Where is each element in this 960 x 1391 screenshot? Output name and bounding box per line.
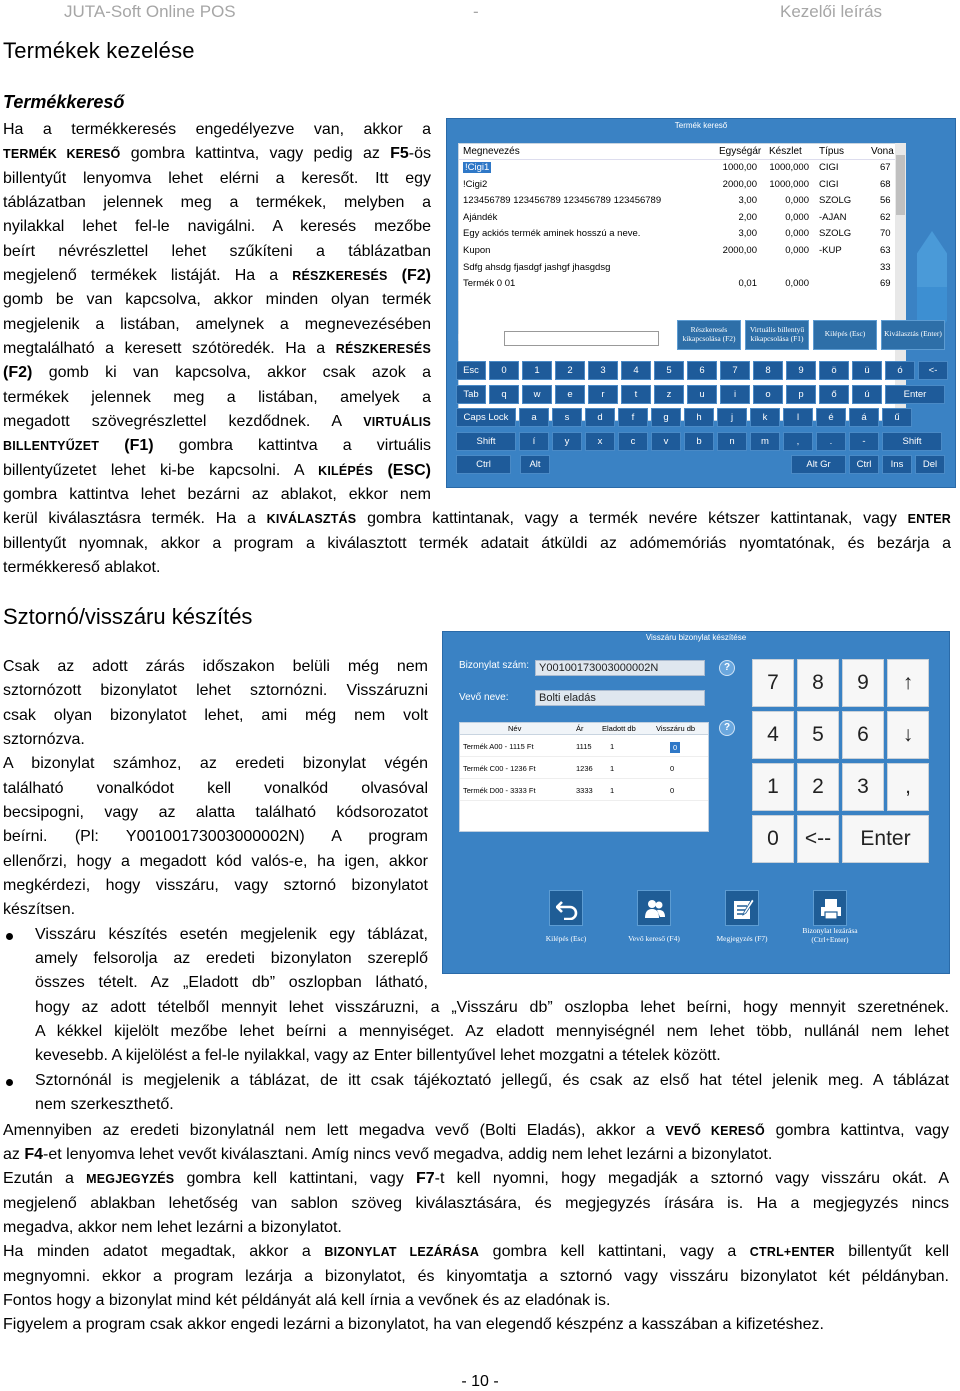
table-row[interactable]	[460, 757, 708, 779]
para-line: beírni. (Pl: Y00100173003000002N) A program	[3, 828, 428, 845]
keyboard-key[interactable]: Caps Lock	[456, 408, 516, 427]
table-cell: 2000,00	[722, 244, 757, 256]
table-cell: Termék D00 - 3333 Ft	[463, 786, 536, 795]
para-line: kevesebb. A kijelölést a fel-le nyilakkal, vagy az Enter billentyűvel lehet mozgatni a tételek között.	[35, 1047, 721, 1064]
table-row[interactable]	[459, 160, 905, 177]
table-cell: 0,000	[785, 211, 809, 223]
col-header[interactable]: Vona	[871, 146, 894, 157]
table-cell: Egy ackiós termék aminek hosszú a neve.	[463, 228, 641, 240]
table-cell: 1	[610, 764, 615, 773]
keyboard-key[interactable]: ú	[852, 385, 882, 404]
keyboard-key[interactable]: x	[585, 432, 615, 451]
table-cell: 69	[880, 278, 891, 290]
table-row[interactable]	[459, 243, 905, 260]
para-line	[3, 434, 431, 458]
para-line: készítsen.	[3, 901, 76, 918]
table-cell: Ajándék	[463, 211, 498, 223]
para-line: sztornózott bizonylatot lehet sztornózni. Visszáruzni	[3, 682, 428, 699]
table-row[interactable]	[459, 193, 905, 210]
scroll-thumb[interactable]	[896, 155, 905, 215]
section2-title: Sztornó/visszáru készítés	[3, 604, 253, 629]
table-cell: 62	[880, 211, 891, 223]
para-line	[3, 507, 951, 531]
para-line: összes tételt. Az „Eladott db” oszlopban látható,	[35, 974, 428, 991]
para-line: becsipogni, vagy az alatta található kódsorozatot	[3, 804, 428, 821]
table-cell: 1115	[576, 742, 592, 751]
table-body	[460, 735, 708, 801]
text: az	[3, 1146, 25, 1163]
para-line: billentyűt nyomnak, akkor a program a kiválasztott termék adatait átküldi az adómemóriás nyomtatónak, és bezárja a	[3, 535, 951, 552]
col-header[interactable]: Egységár	[719, 146, 762, 157]
table-cell: 1000,00	[722, 162, 757, 173]
para-line: A kékkel kijelölt mezőbe lehet beírni a mennyiséget. Az eladott mennyiségnél nem lehet több, nullánál nem lehet	[35, 1023, 949, 1040]
keyboard-key[interactable]: 8	[753, 361, 783, 380]
text: billentyűzetet lehet ki-be kapcsolni. A	[3, 462, 319, 479]
col-header[interactable]: Megnevezés	[463, 146, 520, 157]
keyboard-key[interactable]: k	[750, 408, 780, 427]
exit-button[interactable]: Kilépés (Esc)	[813, 320, 877, 350]
para-line: megkérdezi, hogy visszáru, vagy sztornó bizonylatot	[3, 877, 428, 894]
para-line: megnyomni. ekkor a program lezárja a bizonylatot, és kinyomtatja a sztornó vagy visszáru bizonylatot két példányban.	[3, 1268, 949, 1285]
key-ctrl-enter: CTRL+ENTER	[749, 1245, 835, 1259]
para-line	[3, 1167, 949, 1191]
para-line	[3, 459, 431, 483]
numpad-key[interactable]: 7	[752, 659, 794, 707]
table-cell: Termék C00 - 1236 Ft	[463, 764, 536, 773]
term-kilepes: KILÉPÉS	[318, 464, 373, 478]
table-cell: SZOLG	[819, 195, 852, 207]
buyer-search-caption: Vevő kereső (F4)	[628, 934, 680, 943]
keyboard-key[interactable]: 3	[588, 361, 618, 380]
para-line	[3, 142, 431, 166]
table-cell: 56	[880, 195, 891, 207]
keyboard-key[interactable]: ő	[819, 385, 849, 404]
search-label: Keresés:	[458, 333, 498, 344]
table-cell: Kupon	[463, 244, 491, 256]
para-line: A bizonylat számhoz, az eredeti bizonylat végén	[3, 755, 428, 772]
keyboard-key[interactable]: u	[687, 385, 717, 404]
keyboard-key[interactable]: e	[555, 385, 585, 404]
keyboard-key[interactable]: 0	[489, 361, 519, 380]
keyboard-key[interactable]: p	[786, 385, 816, 404]
para-line: hogy az adott tételből mennyit lehet visszáruzni, a „Visszáru db” oszlopba lehet beírni, hogy mennyit szeretnének.	[35, 999, 949, 1016]
text: gombra kell kattintani, vagy	[174, 1170, 416, 1187]
key-f1: (F1)	[99, 437, 154, 454]
keyboard-key[interactable]: 9	[786, 361, 816, 380]
table-cell: CIGI	[819, 162, 839, 173]
col-header: Ár	[576, 724, 584, 733]
keyboard-key[interactable]: d	[585, 408, 615, 427]
table-cell: 63	[880, 244, 891, 256]
numpad-key[interactable]: 8	[797, 659, 839, 707]
bullet-icon	[6, 1079, 13, 1086]
doc-number-input[interactable]: Y00100173003000002N	[535, 660, 705, 676]
key-f7: F7	[415, 1170, 435, 1187]
table-cell: 0,000	[785, 228, 809, 240]
table-cell[interactable]: 0	[670, 786, 675, 795]
para-line: termékek jelennek meg a listában, amelyek a	[3, 389, 431, 406]
exit-caption: Kilépés (Esc)	[545, 934, 587, 943]
term-reszkereses: RÉSZKERESÉS	[292, 269, 388, 283]
keyboard-key[interactable]: é	[816, 408, 846, 427]
text: gombra kattintva a virtuális	[153, 437, 431, 454]
table-body	[459, 160, 905, 293]
keyboard-key[interactable]: ű	[882, 408, 912, 427]
bullet-icon	[6, 933, 13, 940]
numpad-key[interactable]: 4	[752, 711, 794, 759]
table-cell: SZOLG	[819, 228, 852, 240]
table-cell: 2000,00	[722, 178, 757, 190]
buyer-name-input[interactable]: Bolti eladás	[535, 690, 705, 706]
para-line: sztornózva.	[3, 731, 85, 748]
table-cell: 1000,000	[769, 178, 809, 190]
text: -t kell nyomni, hogy megadják a sztornó vagy visszáru okát. A	[434, 1170, 949, 1187]
keyboard-key[interactable]: Esc	[456, 361, 486, 380]
keyboard-key[interactable]: Alt Gr	[791, 455, 846, 474]
note-button[interactable]	[725, 890, 759, 926]
key-esc: (ESC)	[373, 462, 432, 479]
table-row[interactable]	[459, 210, 905, 227]
keyboard-key[interactable]: -	[849, 432, 879, 451]
para-line: csak olyan bizonylatot lehet, ami még nem volt	[3, 707, 428, 724]
term-billentyuzet: BILLENTYŰZET	[3, 439, 100, 453]
users-icon	[644, 898, 666, 920]
keyboard-key[interactable]: ö	[819, 361, 849, 380]
printer-icon	[820, 898, 842, 920]
numpad-key[interactable]: ,	[887, 763, 929, 811]
keyboard-key[interactable]: Ctrl	[849, 455, 879, 474]
keyboard-key[interactable]: Tab	[456, 385, 486, 404]
note-caption: Megjegyzés (F7)	[716, 934, 768, 943]
keyboard-key[interactable]: 7	[720, 361, 750, 380]
table-cell: 123456789 123456789 123456789 123456789	[463, 195, 662, 207]
table-cell: 0,000	[785, 278, 809, 290]
header-left: JUTA-Soft Online POS	[64, 2, 236, 21]
para-line	[3, 410, 431, 434]
numpad-key[interactable]: ↑	[887, 659, 929, 707]
return-items-table[interactable]	[459, 722, 709, 832]
note-icon	[732, 898, 754, 920]
numpad-key[interactable]: 1	[752, 763, 794, 811]
text: gombra kattintva, vagy	[764, 1122, 949, 1139]
keyboard-key[interactable]: h	[684, 408, 714, 427]
keyboard-key[interactable]: Ins	[882, 455, 912, 474]
col-header: Eladott db	[602, 724, 636, 733]
keyboard-key[interactable]: a	[519, 408, 549, 427]
numpad-key[interactable]: <--	[797, 815, 839, 863]
header-mid: -	[473, 2, 479, 21]
close-receipt-button[interactable]	[813, 890, 847, 926]
table-cell: 0,000	[785, 195, 809, 207]
search-input[interactable]	[504, 331, 659, 346]
help-icon[interactable]: ?	[719, 660, 735, 676]
keyboard-key[interactable]: Enter	[885, 385, 945, 404]
para-line	[3, 361, 431, 385]
table-cell: !Cigi2	[463, 178, 488, 190]
keyboard-key[interactable]: Shift	[456, 432, 516, 451]
section1-subtitle: Termékkereső	[3, 92, 125, 112]
para-line: termékkereső ablakot.	[3, 559, 161, 576]
table-cell: 0,000	[785, 244, 809, 256]
para-line: Visszáru készítés esetén megjelenik egy táblázat,	[35, 926, 428, 943]
table-cell[interactable]: 0	[670, 764, 675, 773]
keyboard-key[interactable]: Del	[915, 455, 945, 474]
table-header	[460, 723, 708, 735]
keyboard-key[interactable]: o	[753, 385, 783, 404]
term-vevo-kereso: VEVŐ KERESŐ	[665, 1124, 765, 1138]
window-title: Termék kereső	[674, 121, 728, 130]
keyboard-key[interactable]: 5	[654, 361, 684, 380]
buyer-search-button[interactable]	[637, 890, 671, 926]
para-line: gomb be van kapcsolva, akkor minden olyan termék	[3, 291, 431, 308]
keyboard-key[interactable]: q	[489, 385, 519, 404]
col-header[interactable]: Készlet	[769, 146, 802, 157]
text: megadott szövegrészlettel kezdődnek. A	[3, 413, 364, 430]
table-cell: 68	[880, 178, 891, 190]
table-cell: 3,00	[738, 195, 757, 207]
text: gombra kattintanak, vagy a termék nevére kétszer kattintanak, vagy	[356, 510, 908, 527]
text: gombra kattintva, vagy pedig az	[120, 145, 391, 162]
table-cell: 1	[610, 742, 615, 751]
table-cell: 1000,000	[769, 162, 809, 173]
para-line: Ha a termékkeresés engedélyezve van, akkor a	[3, 121, 431, 138]
keyboard-key[interactable]: .	[816, 432, 846, 451]
table-cell[interactable]: 0	[670, 742, 680, 753]
para-line: amely felsorolja az eredeti bizonylaton szereplő	[35, 950, 428, 967]
table-row[interactable]	[460, 779, 708, 801]
numpad-key[interactable]: 0	[752, 815, 794, 863]
table-cell: -AJAN	[819, 211, 847, 223]
arrow-up-icon[interactable]	[917, 231, 947, 287]
para-line: Csak az adott zárás időszakon belüli még nem	[3, 658, 428, 675]
keyboard-key[interactable]: 1	[522, 361, 552, 380]
para-line: beírt névrészlettel lehet szűkíteni a táblázatban	[3, 243, 431, 260]
text: kerül kiválasztásra termék. Ha a	[3, 510, 267, 527]
text: -et lenyomva lehet vevőt kiválasztani. Amíg nincs vevő megadva, addig nem lehet lezárni a bizonylatot.	[43, 1146, 773, 1163]
help-icon[interactable]: ?	[719, 720, 735, 736]
text: Amennyiben az eredeti bizonylatnál nem lett megadva vevő (Bolti Eladás), akkor a	[3, 1122, 666, 1139]
virtual-keyboard-button[interactable]: Virtuális billentyű kikapcsolása (F1)	[745, 320, 809, 350]
keyboard-key[interactable]: í	[519, 432, 549, 451]
col-header: Visszáru db	[656, 724, 696, 733]
buyer-label: Vevő neve:	[459, 692, 509, 703]
keyboard-key[interactable]: ó	[885, 361, 915, 380]
table-cell: 67	[880, 162, 891, 173]
select-button[interactable]: Kiválasztás (Enter)	[881, 320, 945, 350]
keyboard-key[interactable]: t	[621, 385, 651, 404]
text: Ha minden adatot megadtak, akkor a	[3, 1243, 325, 1260]
keyboard-key[interactable]: r	[588, 385, 618, 404]
keyboard-key[interactable]: Shift	[882, 432, 942, 451]
window-title: Visszáru bizonylat készítése	[645, 633, 747, 642]
para-line: nyilakkal lehet fel-le navigálni. A keresés mezőbe	[3, 218, 431, 235]
para-line: gombra kattintva lehet bezárni az ablakot, ekkor nem	[3, 486, 431, 503]
table-row[interactable]	[459, 276, 905, 293]
numpad-key[interactable]: ↓	[887, 711, 929, 759]
doc-number-label: Bizonylat szám:	[459, 660, 530, 671]
text: Ezután a	[3, 1170, 87, 1187]
table-cell: 3,00	[738, 228, 757, 240]
close-receipt-caption: Bizonylat lezárása (Ctrl+Enter)	[802, 926, 858, 944]
table-cell: 2,00	[738, 211, 757, 223]
text: megjelenő termékek listáját. Ha a	[3, 267, 293, 284]
table-cell: 1236	[576, 764, 593, 773]
term-megjegyzes: MEGJEGYZÉS	[86, 1172, 175, 1186]
keyboard-key[interactable]: c	[618, 432, 648, 451]
para-line: ellenőrzi, hogy a megadott kód valós-e, ha igen, akkor	[3, 853, 428, 870]
exit-button[interactable]	[549, 890, 583, 926]
page-number: - 10 -	[461, 1373, 499, 1390]
header-right: Kezelői leírás	[780, 2, 883, 21]
text: megtalálható a keresett szótöredék. Ha a	[3, 340, 336, 357]
para-line: nem szerkeszthető.	[35, 1096, 174, 1113]
para-line	[3, 337, 431, 361]
return-receipt-window	[442, 631, 950, 974]
table-cell: Termék A00 - 1115 Ft	[463, 742, 534, 751]
table-cell: Sdfg ahsdg fjasdgf jashgf jhasgdsg	[463, 261, 611, 273]
table-header	[459, 144, 905, 160]
term-kereso: TERMÉK KERESŐ	[3, 147, 121, 161]
term-virtualis: VIRTUÁLIS	[363, 415, 431, 429]
product-search-window	[446, 118, 956, 488]
numpad-key[interactable]: 9	[842, 659, 884, 707]
keyboard-key[interactable]: <-	[918, 361, 948, 380]
para-line: Fontos hogy a bizonylat mind két példányát alá kell írnia a vevőnek és az eladónak is.	[3, 1292, 611, 1309]
para-line: táblázatban jelennek meg a termékek, melyben a	[3, 194, 431, 211]
keyboard-key[interactable]: f	[618, 408, 648, 427]
para-line	[3, 1119, 949, 1143]
text: gomb ki van kapcsolva, akkor csak azok a	[32, 364, 431, 381]
numpad-key[interactable]: 6	[842, 711, 884, 759]
table-cell: !Cigi1	[465, 162, 490, 173]
table-row[interactable]	[460, 735, 708, 757]
table-cell: -KUP	[819, 244, 842, 256]
keyboard-key[interactable]: z	[654, 385, 684, 404]
keyboard-key[interactable]: ü	[852, 361, 882, 380]
key-f2: (F2)	[3, 364, 33, 381]
keyboard-key[interactable]: Alt	[520, 455, 550, 474]
keyboard-key[interactable]: 6	[687, 361, 717, 380]
numpad-key[interactable]: 5	[797, 711, 839, 759]
text: gombra kell kattintani, vagy a	[479, 1243, 750, 1260]
keyboard-key[interactable]: Ctrl	[456, 455, 511, 474]
partial-search-button[interactable]: Részkeresés kikapcsolása (F2)	[677, 320, 741, 350]
keyboard-key[interactable]: n	[717, 432, 747, 451]
para-line	[3, 264, 431, 288]
page-header	[0, 2, 960, 22]
keyboard-key[interactable]: j	[717, 408, 747, 427]
table-cell: 1	[610, 786, 615, 795]
table-row[interactable]	[459, 226, 905, 243]
numpad-key[interactable]: 3	[842, 763, 884, 811]
keyboard-key[interactable]: 4	[621, 361, 651, 380]
para-line	[3, 1143, 772, 1167]
text: -ös	[408, 145, 432, 162]
table-cell: 33	[880, 261, 891, 273]
keyboard-key[interactable]: m	[750, 432, 780, 451]
numpad-key[interactable]: Enter	[842, 815, 929, 863]
table-cell: 3333	[576, 786, 593, 795]
keyboard-key[interactable]: v	[651, 432, 681, 451]
para-line: megjelenő ablakban lehetőség van sablon szöveg kiválasztására, és megjegyzés írására is. Ha a megjegyzés nincs	[3, 1195, 949, 1212]
para-line	[3, 1240, 949, 1264]
text: billentyűt kell	[834, 1243, 949, 1260]
para-line: Figyelem a program csak akkor engedi lezárni a bizonylatot, ha van elegendő készpénz a kasszában a kifizetéshez.	[3, 1316, 824, 1333]
keyboard-key[interactable]: i	[720, 385, 750, 404]
para-line: található vonalkódot kell vonalkód olvasóval	[3, 780, 428, 797]
keyboard-key[interactable]: y	[552, 432, 582, 451]
numpad-key[interactable]: 2	[797, 763, 839, 811]
para-line: megadva, akkor nem lehet lezárni a bizonylatot.	[3, 1219, 342, 1236]
keyboard-key[interactable]: g	[651, 408, 681, 427]
para-line: megjelenik a listában, amelynek a megnevezésében	[3, 316, 431, 333]
table-row[interactable]	[459, 177, 905, 194]
table-cell: 0,01	[738, 278, 757, 290]
table-cell: Termék 0 01	[463, 278, 516, 290]
table-row[interactable]	[459, 260, 905, 277]
keyboard-key[interactable]: w	[522, 385, 552, 404]
section1-title: Termékek kezelése	[3, 38, 195, 63]
keyboard-key[interactable]: 2	[555, 361, 585, 380]
para-line: billentyűt lenyomva lehet elérni a keresőt. Itt egy	[3, 170, 431, 187]
undo-icon	[556, 898, 578, 920]
keyboard-key[interactable]: s	[552, 408, 582, 427]
key-f5: F5	[390, 145, 409, 162]
key-f4: F4	[24, 1146, 44, 1163]
keyboard-key[interactable]: ,	[783, 432, 813, 451]
keyboard-key[interactable]: l	[783, 408, 813, 427]
col-header[interactable]: Típus	[819, 146, 845, 157]
table-cell: CIGI	[819, 178, 839, 190]
keyboard-key[interactable]: á	[849, 408, 879, 427]
table-cell: 70	[880, 228, 891, 240]
term-reszkereses: RÉSZKERESÉS	[335, 342, 431, 356]
key-enter: ENTER	[907, 512, 951, 526]
term-bizonylat-lezarasa: BIZONYLAT LEZÁRÁSA	[324, 1245, 480, 1259]
term-kivalasztas: KIVÁLASZTÁS	[266, 512, 357, 526]
para-line: Sztornónál is megjelenik a táblázat, de itt csak tájékoztató jellegű, és csak az első hat tétel jelenik meg. A táblázat	[35, 1072, 949, 1089]
keyboard-key[interactable]: b	[684, 432, 714, 451]
key-f2: (F2)	[387, 267, 431, 284]
col-header: Név	[508, 724, 522, 733]
